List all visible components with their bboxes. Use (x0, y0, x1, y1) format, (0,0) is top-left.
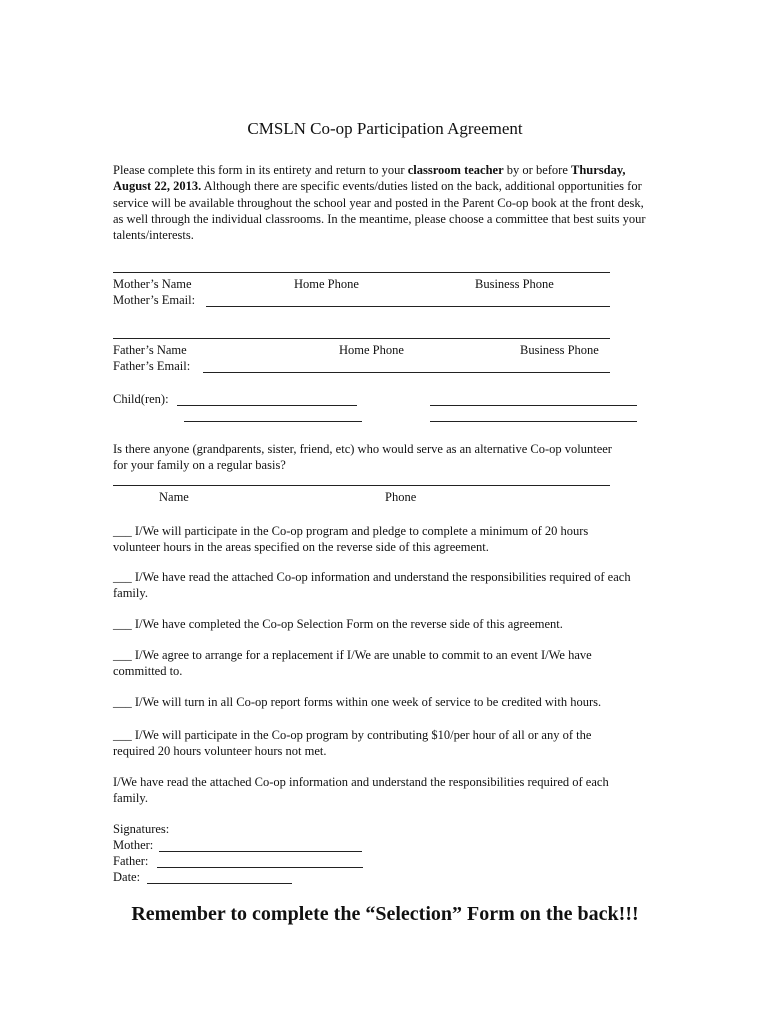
pledge-item[interactable]: ___ I/We have completed the Co-op Selection Form on the reverse side of this agreement. (113, 617, 563, 631)
mother-email-label: Mother’s Email: (113, 293, 196, 307)
child-field-2[interactable] (430, 405, 637, 406)
mother-signature-label: Mother: (113, 838, 154, 852)
selection-form-reminder: Remember to complete the “Selection” Form on the back!!! (131, 903, 639, 925)
mother-name-label: Mother’s Name (113, 277, 192, 291)
pledge-item[interactable]: ___ I/We have read the attached Co-op information and understand the responsibilities required of each family. (113, 570, 631, 601)
children-label: Child(ren): (113, 392, 169, 406)
alternate-volunteer-field[interactable] (113, 485, 610, 486)
mother-business-phone-label: Business Phone (475, 277, 554, 291)
intro-bold-date: Thursday, August 22, 2013. (113, 163, 626, 194)
intro-bold-teacher: classroom teacher (407, 163, 504, 177)
father-email-label: Father’s Email: (113, 359, 191, 373)
pledge-item[interactable]: ___ I/We will turn in all Co-op report forms within one week of service to be credited with hours. (113, 695, 602, 709)
intro-text-3: Although there are specific events/duties listed on the back, additional opportunities for service will be available throughout the school year and posted in the Parent Co-op book at the front desk, as well through the individual classrooms. In the meantime, please choose a committee that best suits your talents/interests. (113, 179, 646, 243)
intro-paragraph (113, 162, 653, 243)
date-label: Date: (113, 870, 141, 884)
father-email-field[interactable] (203, 372, 610, 373)
father-signature-field[interactable] (157, 867, 363, 868)
child-field-3[interactable] (184, 421, 362, 422)
father-signature-label: Father: (113, 854, 149, 868)
mother-email-field[interactable] (206, 306, 610, 307)
date-field[interactable] (147, 883, 292, 884)
mother-signature-field[interactable] (159, 851, 362, 852)
alternate-name-label: Name (159, 490, 189, 504)
father-business-phone-label: Business Phone (520, 343, 599, 357)
child-field-1[interactable] (177, 405, 357, 406)
alternate-volunteer-question: Is there anyone (grandparents, sister, friend, etc) who would serve as an alternative Co-op volunteer for your family on a regular basis? (113, 442, 612, 473)
pledge-item[interactable]: ___ I/We agree to arrange for a replacement if I/We are unable to commit to an event I/We have committed to. (113, 648, 592, 679)
signatures-heading: Signatures: (113, 822, 170, 836)
father-home-phone-label: Home Phone (339, 343, 404, 357)
pledge-item[interactable]: ___ I/We will participate in the Co-op program and pledge to complete a minimum of 20 hours volunteer hours in the areas specified on the reverse side of this agreement. (113, 524, 589, 555)
intro-text-2: by or before (503, 163, 571, 177)
child-field-4[interactable] (430, 421, 637, 422)
alternate-phone-label: Phone (385, 490, 417, 504)
intro-text-1: Please complete this form in its entirety and return to your (113, 163, 408, 177)
father-name-label: Father’s Name (113, 343, 187, 357)
acknowledgement-text: I/We have read the attached Co-op information and understand the responsibilities required of each family. (113, 775, 609, 806)
pledge-item[interactable]: ___ I/We will participate in the Co-op program by contributing $10/per hour of all or any of the required 20 hours volunteer hours not met. (113, 728, 592, 759)
father-info-line[interactable] (113, 338, 610, 339)
page-title: CMSLN Co-op Participation Agreement (247, 119, 523, 138)
mother-info-line[interactable] (113, 272, 610, 273)
mother-home-phone-label: Home Phone (294, 277, 359, 291)
